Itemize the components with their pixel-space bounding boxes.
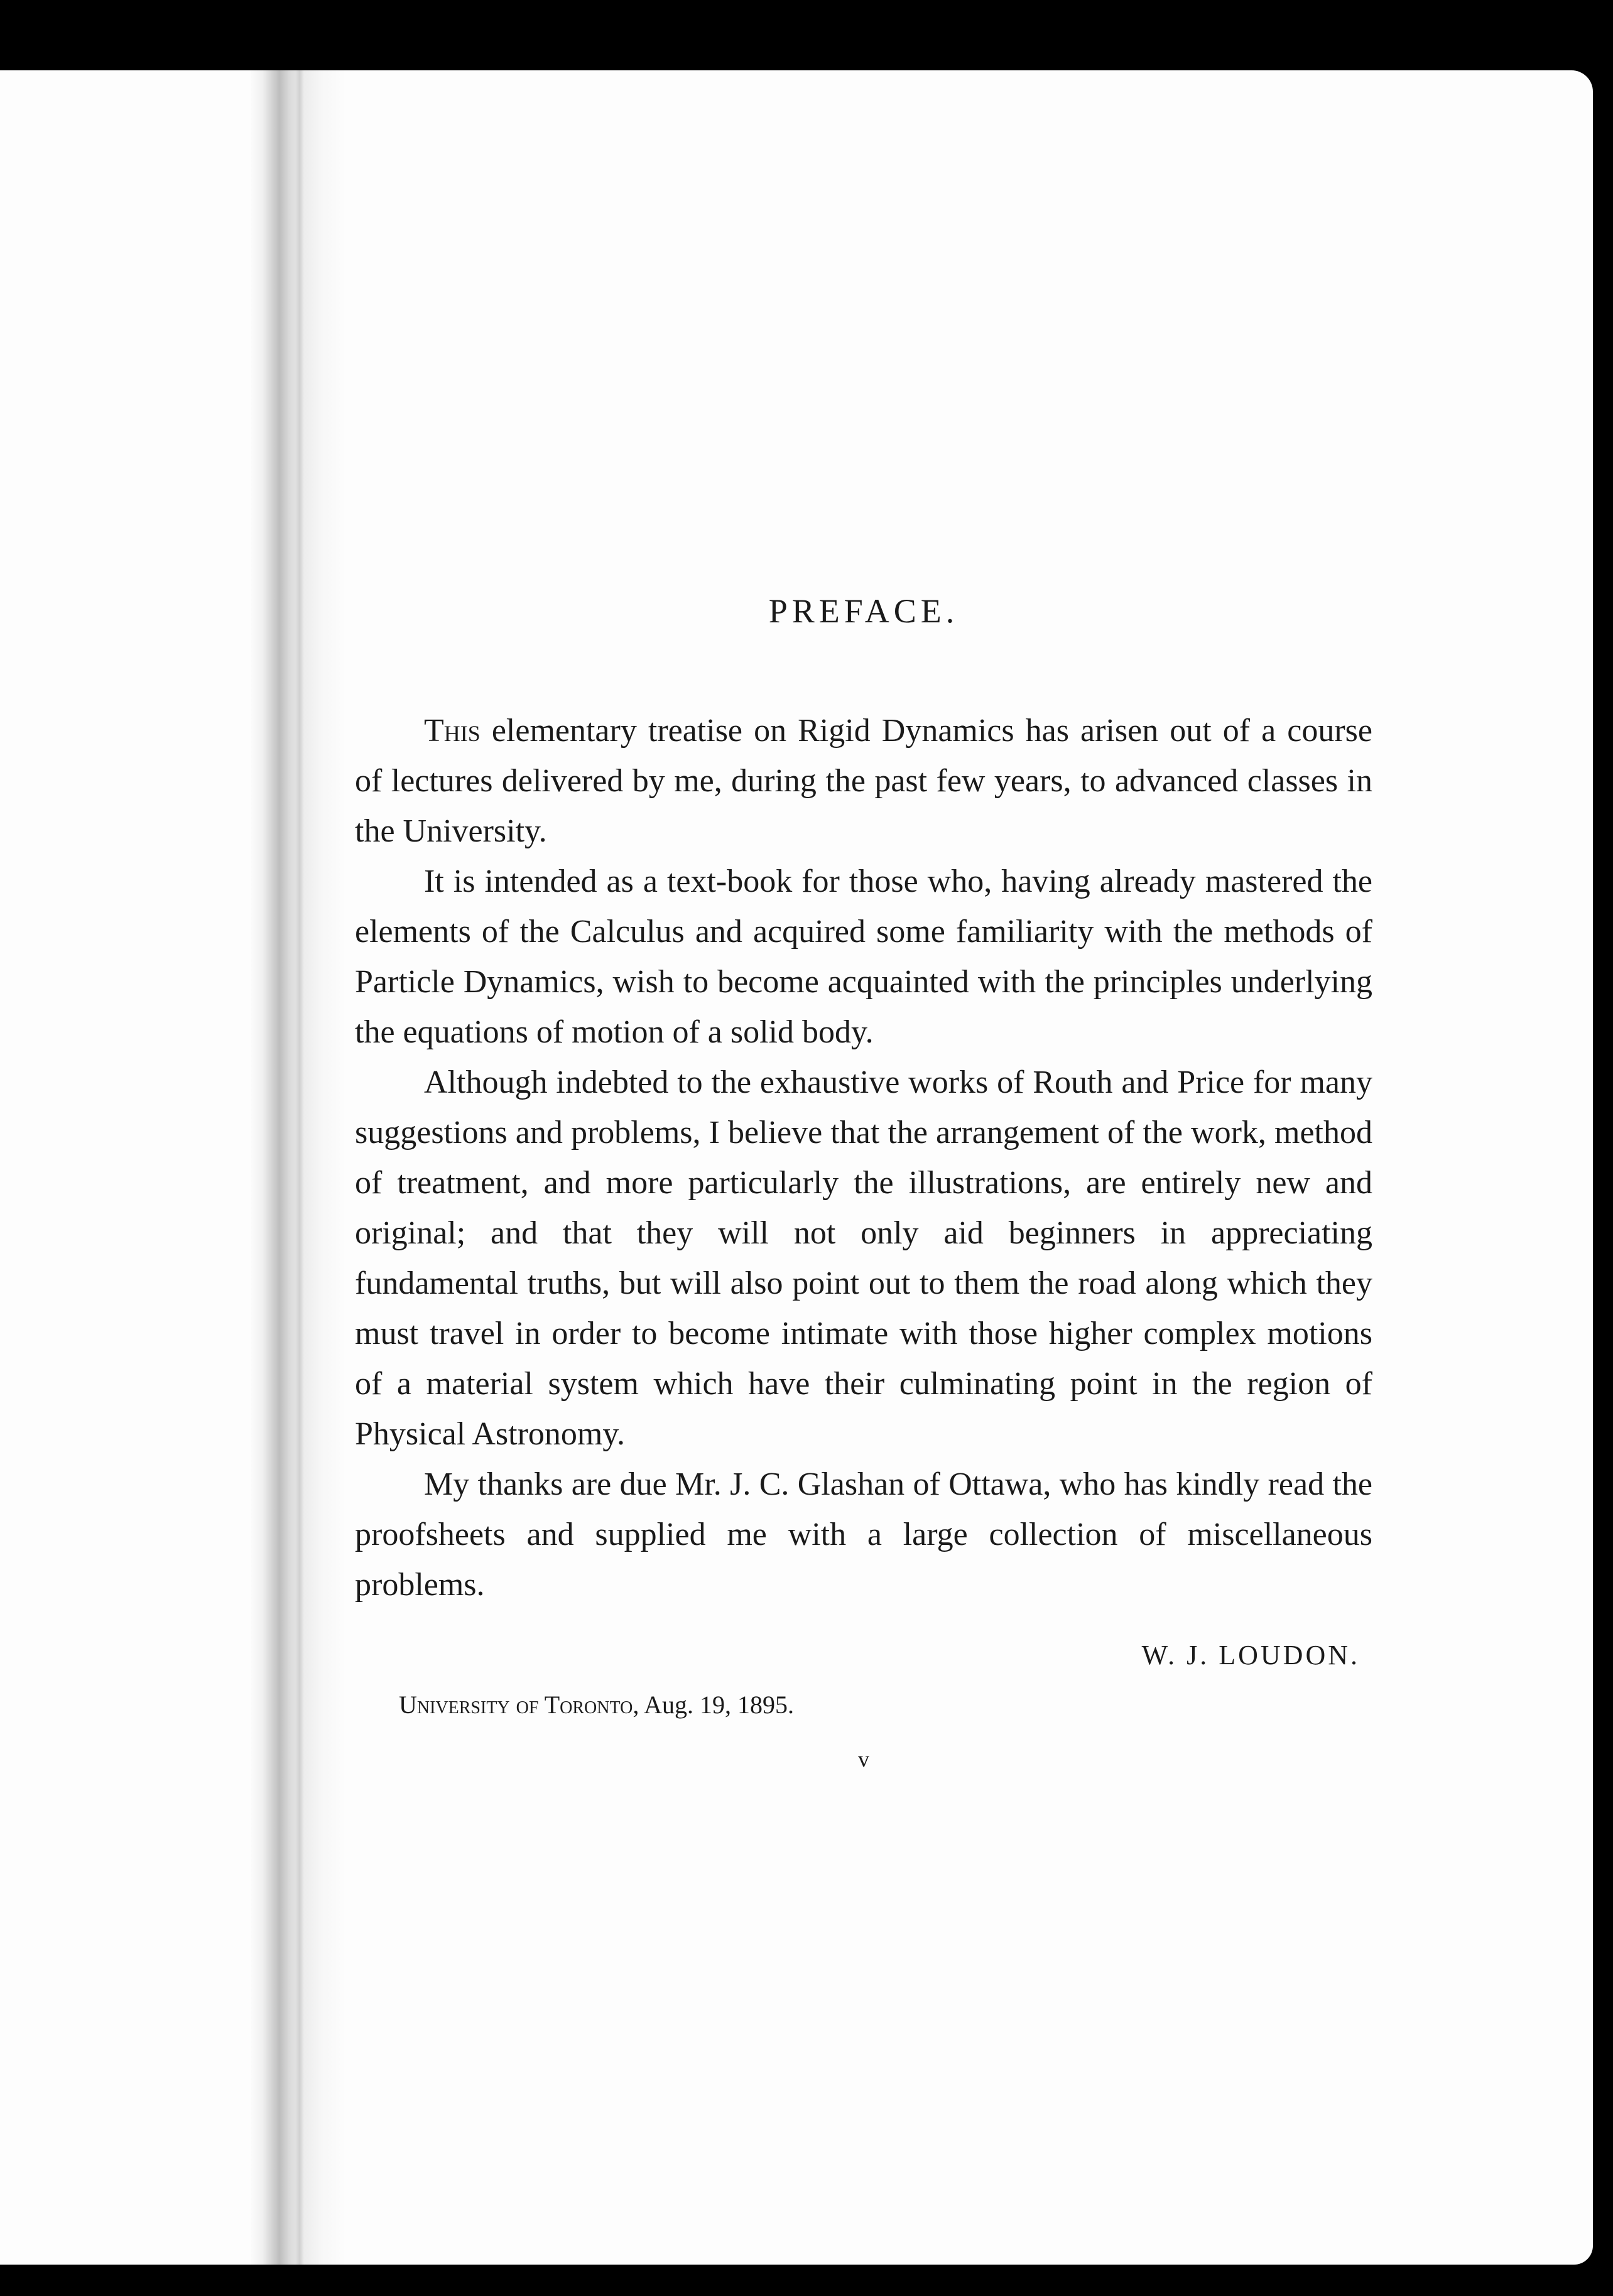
place-and-date	[399, 1690, 1372, 1719]
page-number: v	[858, 1746, 869, 1772]
date-text: , Aug. 19, 1895.	[633, 1691, 794, 1719]
page-title: PREFACE.	[768, 592, 959, 630]
preface-text-block	[355, 592, 1372, 1772]
paragraph-1-lead-word: This	[424, 713, 481, 749]
paragraph-4: My thanks are due Mr. J. C. Glashan of Ottawa, who has kindly read the proofsheets and supplied me with a large collection of miscellaneous problems.	[355, 1466, 1372, 1603]
paragraph-1	[355, 706, 1372, 857]
binding-fold-line	[295, 70, 304, 2265]
author-signature: W. J. LOUDON.	[1141, 1640, 1360, 1671]
paragraph-1-text: elementary treatise on Rigid Dynamics has arisen out of a course of lectures delivered by me, during the past few years, to advanced classes in the University.	[355, 713, 1372, 849]
place-name: University of Toronto	[399, 1691, 633, 1719]
book-page	[0, 70, 1593, 2265]
paragraph-3: Although indebted to the exhaustive works of Routh and Price for many suggestions and problems, I believe that the arrangement of the work, method of treatment, and more particularly the illustrations, are entirely new and original; and that they will not only aid beginners in appreciating fundamental truths, but will also point out to them the road along which they must travel in order to become intimate with those higher complex motions of a material system which have their culminating point in the region of Physical Astronomy.	[355, 1064, 1372, 1452]
paragraph-2: It is intended as a text-book for those who, having already mastered the elements of the Calculus and acquired some familiarity with the methods of Particle Dynamics, wish to become acquainted with the principles underlying the equations of motion of a solid body.	[355, 864, 1372, 1050]
